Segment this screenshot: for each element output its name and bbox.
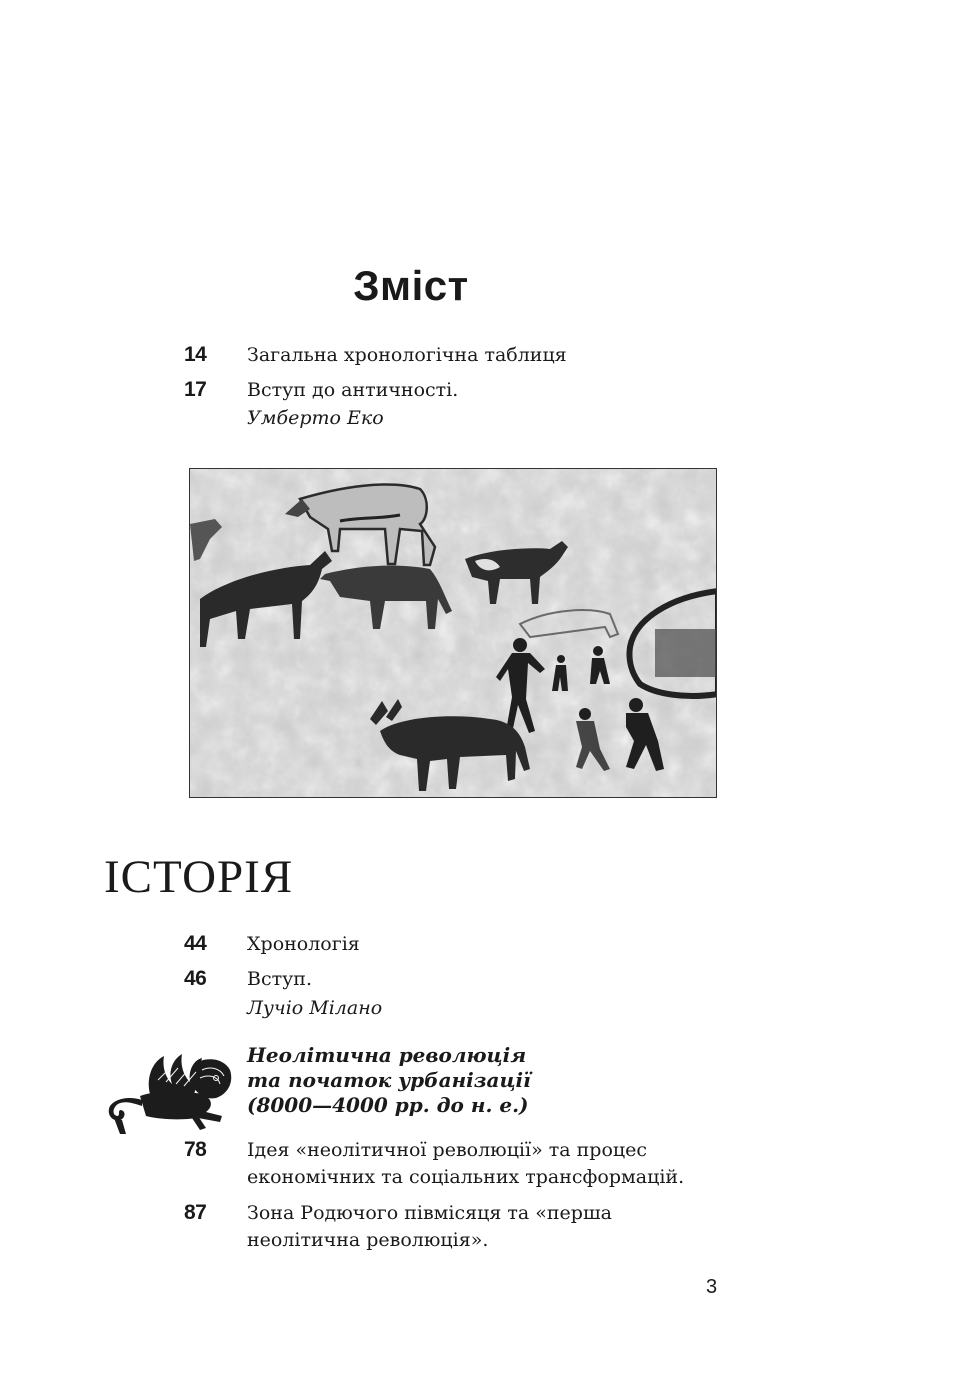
period-title-line: (8000—4000 рр. до н. е.) (247, 1093, 529, 1117)
toc-page-number: 14 (184, 343, 207, 366)
toc-entry-author: Лучіо Мілано (247, 997, 383, 1019)
toc-entry-title: Зона Родючого півмісяця та «перша (247, 1202, 612, 1224)
toc-page-number: 78 (184, 1138, 207, 1161)
period-title-line: Неолітична революція (247, 1043, 527, 1067)
toc-entry-title: Ідея «неолітичної революції» та процес (247, 1139, 647, 1161)
toc-page-number: 46 (184, 967, 207, 990)
toc-entry-title: Хронологія (247, 933, 360, 955)
toc-page-number: 17 (184, 378, 207, 401)
page-title: Зміст (353, 262, 469, 309)
toc-entry-author: Умберто Еко (247, 407, 384, 429)
toc-entry-title: неолітична революція». (247, 1229, 489, 1251)
toc-page-number: 44 (184, 932, 207, 955)
period-title-line: та початок урбанізації (247, 1068, 531, 1092)
toc-entry-title: економічних та соціальних трансформацій. (247, 1166, 685, 1188)
section-title: ІСТОРІЯ (104, 851, 294, 903)
page-number: 3 (706, 1276, 718, 1298)
toc-entry-title: Загальна хронологічна таблиця (247, 344, 567, 366)
toc-entry-title: Вступ. (247, 968, 312, 990)
toc-page-number: 87 (184, 1201, 207, 1224)
rock-painting-cattle-and-figures-image (189, 468, 717, 798)
toc-entry-title: Вступ до античності. (247, 379, 459, 401)
period-title (247, 1043, 531, 1118)
winged-lion-ornament-image (102, 1050, 242, 1136)
